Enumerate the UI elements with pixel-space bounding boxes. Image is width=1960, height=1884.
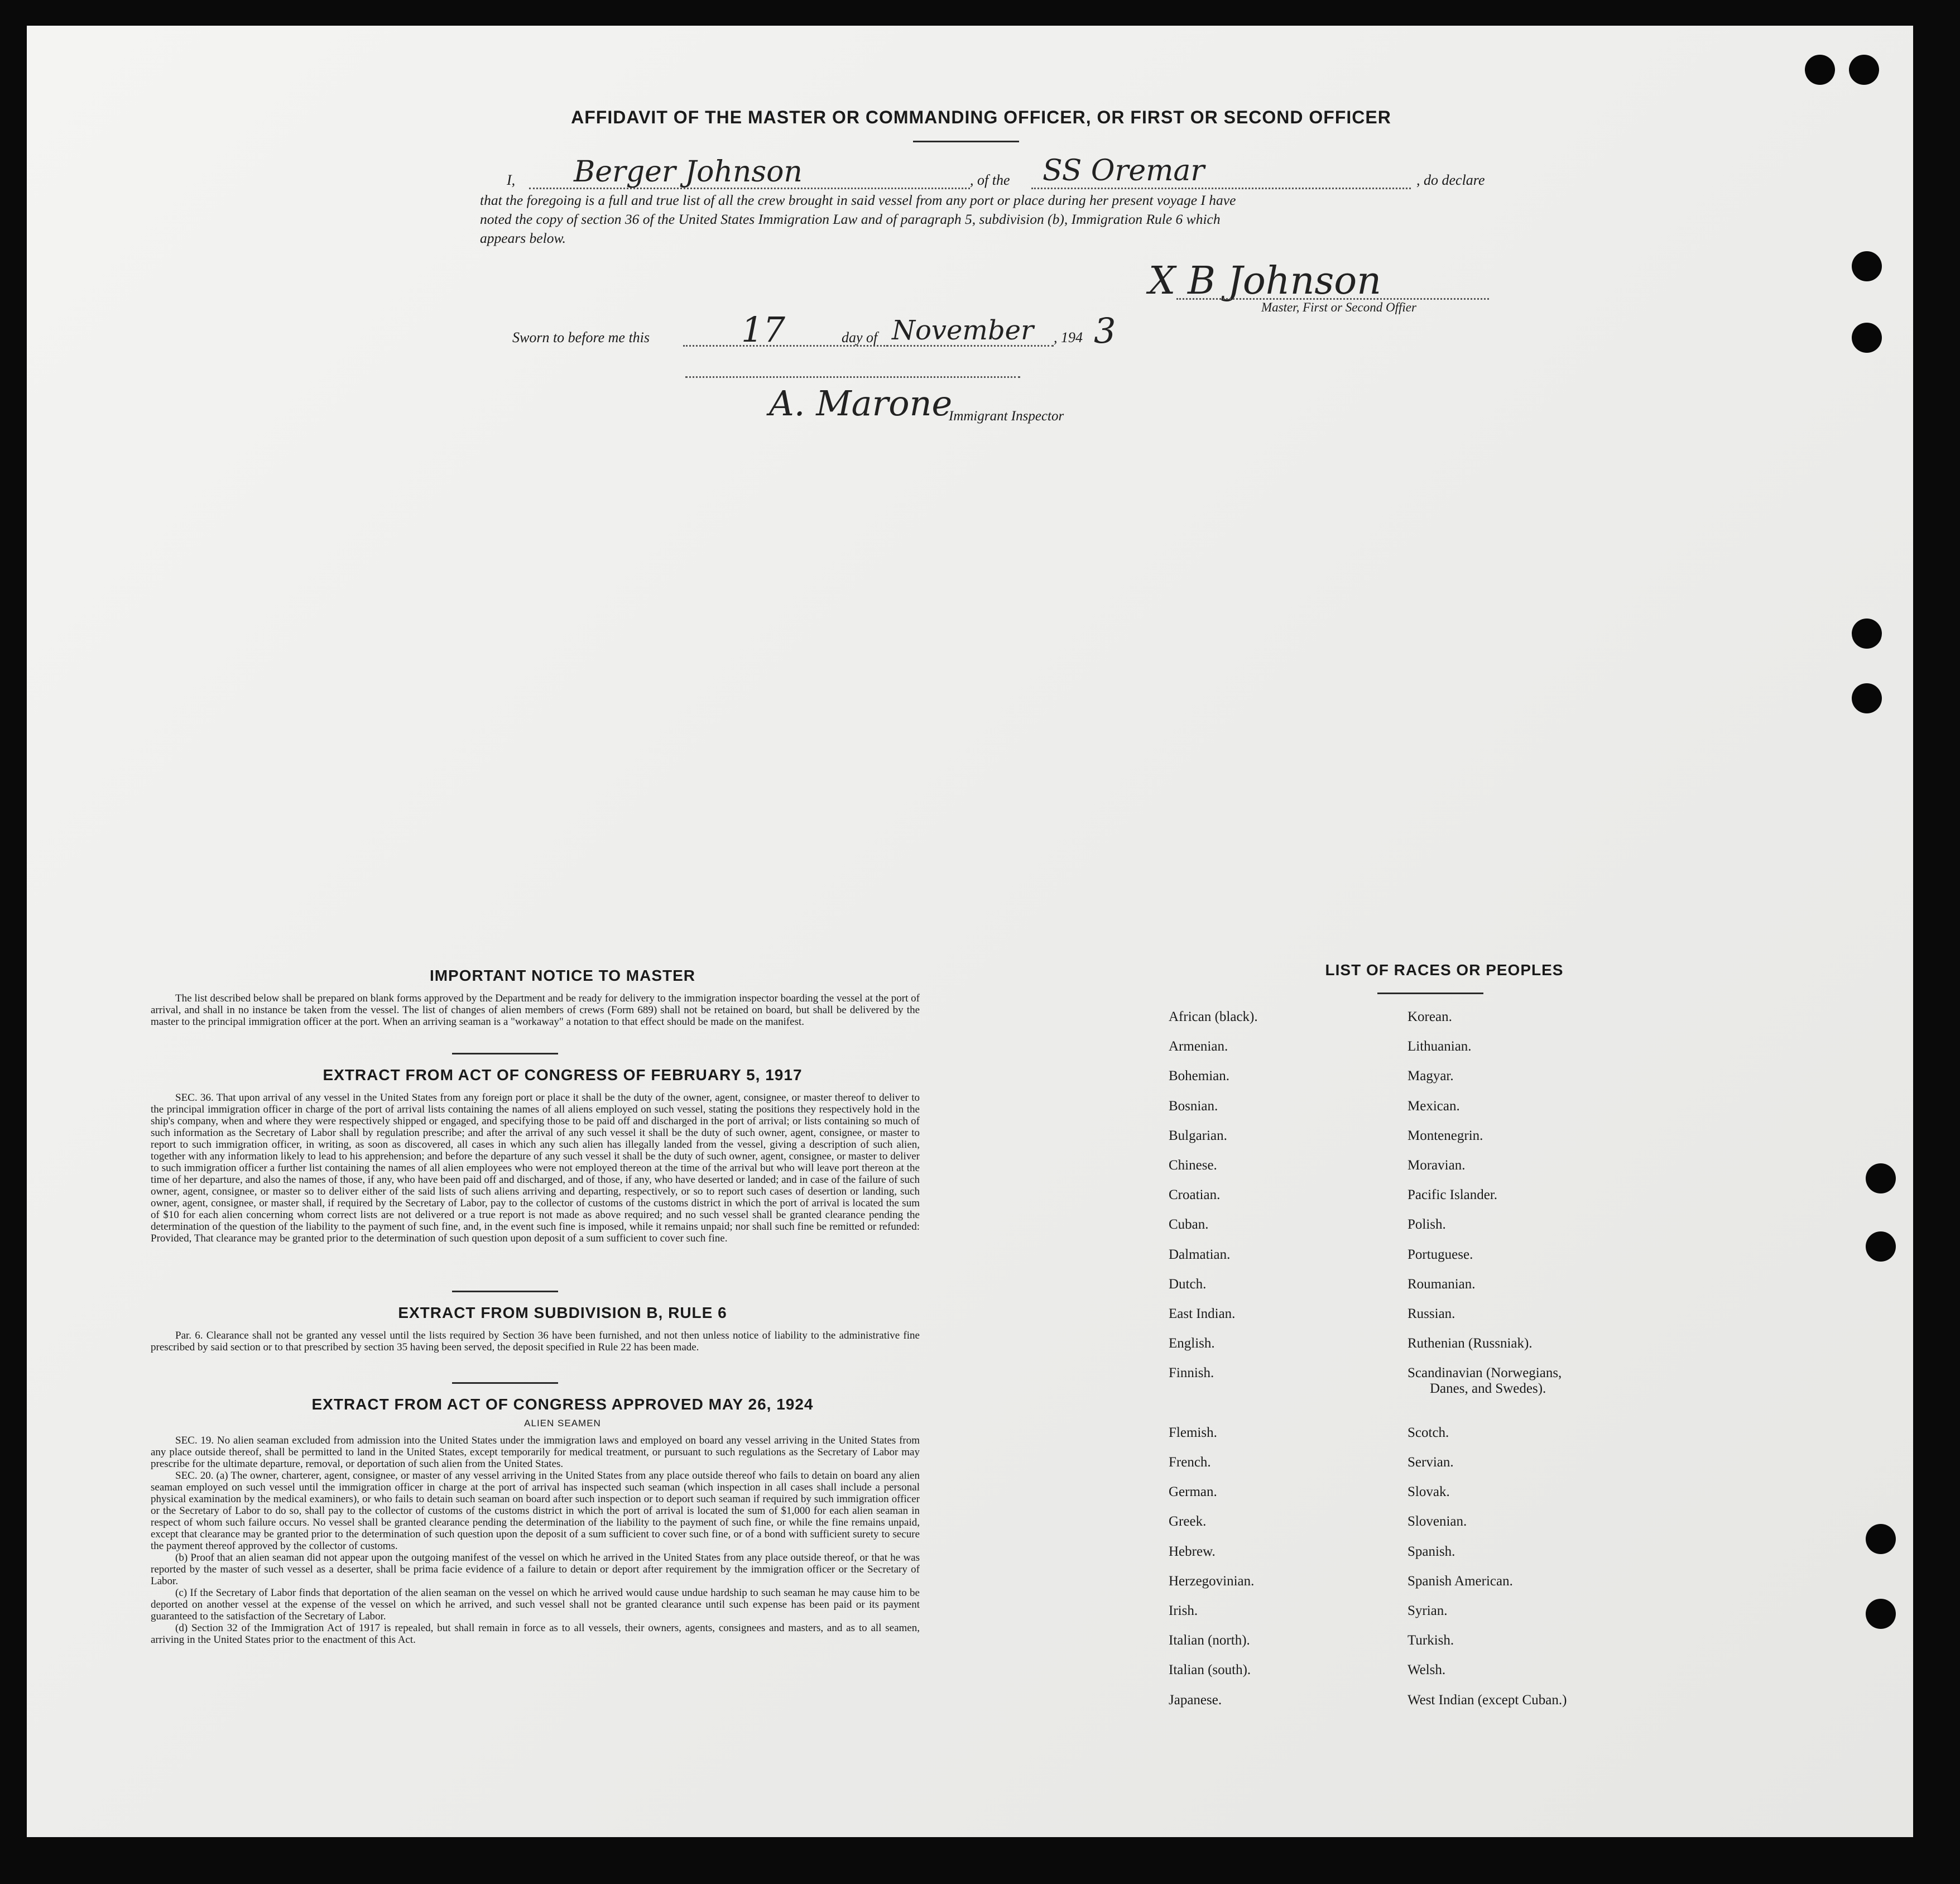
race-item: Italian (south). bbox=[1169, 1662, 1251, 1678]
race-item: Bohemian. bbox=[1169, 1068, 1230, 1084]
punch-hole bbox=[1849, 55, 1879, 85]
race-item: Bulgarian. bbox=[1169, 1128, 1227, 1143]
race-item: Japanese. bbox=[1169, 1692, 1222, 1708]
race-item: Dalmatian. bbox=[1169, 1247, 1231, 1262]
sworn-day-handwritten: 17 bbox=[741, 309, 785, 350]
race-item: German. bbox=[1169, 1484, 1217, 1500]
sec-20c-paragraph: (c) If the Secretary of Labor finds that deportation of the alien seaman on the vessel on which he arrived would cause undue hardship to such seaman he may cause him to be deported on another vessel at the expense of the vessel on which he arrived, and such vessel shall not be granted clearance until such expense has been paid or its payment guaranteed to the satisfaction of the Secretary of Labor. bbox=[151, 1587, 920, 1622]
race-item: Turkish. bbox=[1407, 1633, 1454, 1648]
race-item: Lithuanian. bbox=[1407, 1039, 1472, 1054]
rule6-title: EXTRACT FROM SUBDIVISION B, RULE 6 bbox=[398, 1304, 727, 1321]
sec-20b-paragraph: (b) Proof that an alien seaman did not appear upon the outgoing manifest of the vessel on which he arrived in the United States from any place outside thereof, or that he was reported by the master of such vessel as a deserter, shall be prima facie evidence of a failure to detain or deport after requirement by the immigration officer or the Secretary of Labor. bbox=[151, 1552, 920, 1587]
sec-20a-paragraph: SEC. 20. (a) The owner, charterer, agent, consignee, or master of any vessel arriving in the United States from any place outside thereof who fails to detain on board any alien seaman employed on such vessel until the immigration officer in charge at the port of arrival has inspected such seaman (which inspection in all cases shall include a personal physical examination by the medical examiners), or who fails to detain such seaman on board after such inspection or to deport such seaman if required by such immigration officer or the Secretary of Labor to do so, shall pay to the collector of customs of the customs district in which the port of arrival is located the sum of $1,000 for each alien seaman in respect of whom such failure occurs. No vessel shall be granted clearance pending the determination of the liability to the payment of such fine, or while the fine remains unpaid, except that clearance may be granted prior to the determination of such question upon the deposit of a sum sufficient to cover such fine, or of a bond with sufficient surety to secure the payment thereof approved by the collector of customs. bbox=[151, 1470, 920, 1552]
signature-caption: Master, First or Second Offier bbox=[1261, 300, 1416, 314]
punch-hole bbox=[1866, 1524, 1896, 1554]
extract-1917-title: EXTRACT FROM ACT OF CONGRESS OF FEBRUARY 5, 1917 bbox=[323, 1066, 803, 1084]
punch-hole bbox=[1852, 251, 1882, 281]
title-rule bbox=[913, 141, 1019, 142]
punch-hole bbox=[1866, 1599, 1896, 1629]
race-item: Cuban. bbox=[1169, 1217, 1209, 1233]
race-item: African (black). bbox=[1169, 1009, 1258, 1024]
rule6-text bbox=[151, 1330, 920, 1353]
sworn-label: Sworn to before me this bbox=[512, 329, 650, 346]
section-36-paragraph: SEC. 36. That upon arrival of any vessel in the United States from any foreign port or place it shall be the duty of the owner, agent, consignee, or master thereof to deliver to the principal immigration officer in charge of the port of arrival lists containing the names of all aliens employed on such vessel, stating the positions they respectively hold in the ship's company, when and where they were respectively shipped or engaged, and specifying those to be paid off and discharged in the port of arrival; or lists containing so much of such information as the Secretary of Labor shall by regulation prescribe; and after the arrival of any such vessel it shall be the duty of such owner, agent, consignee, or master to report to such immigration officer, in writing, as soon as discovered, all cases in which any such alien has illegally landed from the vessel, giving a description of such alien, together with any information likely to lead to his apprehension; and before the departure of any such vessel it shall be the duty of such owner, agent, consignee, or master to deliver to such immigration officer a further list containing the names of all alien employees who were not employed thereon at the time of the arrival but who will leave port thereon at the time of her departure, and also the names of those, if any, who have been paid off and discharged, and of those, if any, who have deserted or landed; and in case of the failure of such owner, agent, consignee, or master so to deliver either of the said lists of such aliens arriving and departing, respectively, or so to report such cases of desertion or landing, such owner, agent, consignee, or master shall, if required by the Secretary of Labor, pay to the collector of customs of the customs district in which the port of arrival is located the sum of $10 for each alien concerning whom correct lists are not delivered or a true report is not made as above required; and no such vessel shall be granted clearance pending the determination of the question of the liability to the payment of such fine, and, in the event such fine is imposed, while it remains unpaid; nor shall such fine be remitted or refunded: Provided, That clearance may be granted prior to the determination of such question upon deposit of a sum sufficient to cover such fine. bbox=[151, 1092, 920, 1244]
race-item: Korean. bbox=[1407, 1009, 1452, 1024]
race-item: Chinese. bbox=[1169, 1158, 1217, 1173]
inspector-line bbox=[685, 376, 1020, 378]
race-item: Flemish. bbox=[1169, 1425, 1217, 1440]
affidavit-body-line3: appears below. bbox=[480, 230, 566, 246]
sec-20d-paragraph: (d) Section 32 of the Immigration Act of 1917 is repealed, but shall remain in force as to all vessels, their owners, agents, consignees and masters, and as to all seamen, arriving in the United States prior to the enactment of this Act. bbox=[151, 1622, 920, 1646]
race-item: Mexican. bbox=[1407, 1098, 1460, 1114]
affidavit-title: AFFIDAVIT OF THE MASTER OR COMMANDING OFFICER, OR FIRST OR SECOND OFFICER bbox=[571, 107, 1391, 127]
notice-text bbox=[151, 993, 920, 1028]
punch-hole bbox=[1852, 619, 1882, 649]
race-item: Servian. bbox=[1407, 1455, 1454, 1470]
races-title: LIST OF RACES OR PEOPLES bbox=[1325, 961, 1564, 979]
race-item: Roumanian. bbox=[1407, 1276, 1476, 1292]
sworn-month-handwritten: November bbox=[892, 315, 1034, 346]
of-the-label: , of the bbox=[970, 172, 1010, 188]
section-rule bbox=[452, 1382, 558, 1384]
extract-1924-subtitle: ALIEN SEAMEN bbox=[524, 1418, 601, 1428]
race-item: Herzegovinian. bbox=[1169, 1573, 1255, 1589]
race-item: Portuguese. bbox=[1407, 1247, 1473, 1262]
race-item: Montenegrin. bbox=[1407, 1128, 1483, 1143]
extract-1924-text bbox=[151, 1435, 920, 1646]
vessel-line bbox=[1031, 188, 1411, 189]
master-name-handwritten: Berger Johnson bbox=[574, 155, 803, 189]
race-item: Spanish American. bbox=[1407, 1573, 1513, 1589]
race-item: Syrian. bbox=[1407, 1603, 1448, 1618]
race-item: Ruthenian (Russniak). bbox=[1407, 1336, 1533, 1351]
day-of-label: day of bbox=[842, 329, 878, 346]
punch-hole bbox=[1852, 323, 1882, 353]
race-item: Croatian. bbox=[1169, 1187, 1221, 1203]
race-item: Finnish. bbox=[1169, 1365, 1214, 1381]
race-item: Dutch. bbox=[1169, 1276, 1207, 1292]
race-item: Polish. bbox=[1407, 1217, 1446, 1233]
punch-hole bbox=[1866, 1231, 1896, 1262]
signature-line bbox=[1176, 298, 1489, 300]
race-item: Scotch. bbox=[1407, 1425, 1449, 1440]
i-label: I, bbox=[507, 172, 516, 188]
vessel-name-handwritten: SS Oremar bbox=[1043, 154, 1205, 188]
inspector-caption: Immigrant Inspector bbox=[949, 409, 1064, 424]
notice-title: IMPORTANT NOTICE TO MASTER bbox=[429, 967, 696, 984]
document-page bbox=[27, 26, 1913, 1837]
affidavit-body-line2: noted the copy of section 36 of the United States Immigration Law and of paragraph 5, subdivision (b), Immigration Rule 6 which bbox=[480, 211, 1221, 227]
race-item: Bosnian. bbox=[1169, 1098, 1218, 1114]
punch-hole bbox=[1805, 55, 1835, 85]
race-item: Danes, and Swedes). bbox=[1430, 1381, 1546, 1397]
inspector-signature: A. Marone bbox=[769, 383, 953, 424]
race-item: Slovak. bbox=[1407, 1484, 1450, 1500]
race-item: Slovenian. bbox=[1407, 1514, 1467, 1530]
race-item: Hebrew. bbox=[1169, 1543, 1216, 1559]
notice-paragraph: The list described below shall be prepared on blank forms approved by the Department and be ready for delivery to the immigration inspector boarding the vessel at the port of arrival, and shall in no instance be taken from the vessel. The list of changes of alien members of crews (Form 689) shall not be retained on board, but shall be delivered by the master to the principal immigration officer at the port. When an arriving seaman is a "workaway" a notation to that effect should be made on the manifest. bbox=[151, 993, 920, 1028]
section-rule bbox=[452, 1291, 558, 1292]
race-item: Russian. bbox=[1407, 1306, 1455, 1321]
race-item: Irish. bbox=[1169, 1603, 1198, 1618]
race-item: Spanish. bbox=[1407, 1543, 1455, 1559]
sec-19-paragraph: SEC. 19. No alien seaman excluded from admission into the United States under the immigration laws and employed on board any vessel arriving in the United States from any place outside thereof, shall be permitted to land in the United States, except temporarily for medical treatment, or pursuant to such regulations as the Secretary of Labor may prescribe for the ultimate departure, removal, or deportation of such alien from the United States. bbox=[151, 1435, 920, 1470]
race-item: Italian (north). bbox=[1169, 1633, 1250, 1648]
do-declare-label: , do declare bbox=[1416, 172, 1485, 188]
punch-hole bbox=[1866, 1163, 1896, 1193]
race-item: Magyar. bbox=[1407, 1068, 1454, 1084]
punch-hole bbox=[1852, 683, 1882, 713]
rule6-paragraph: Par. 6. Clearance shall not be granted any vessel until the lists required by Section 36 have been furnished, and not then unless notice of liability to the administrative fine prescribed by said section or to that prescribed by section 35 having been served, the deposit specified in Rule 22 has been made. bbox=[151, 1330, 920, 1353]
race-item: East Indian. bbox=[1169, 1306, 1236, 1321]
race-item: Pacific Islander. bbox=[1407, 1187, 1498, 1203]
race-item: Moravian. bbox=[1407, 1158, 1466, 1173]
races-title-rule bbox=[1377, 993, 1483, 994]
year-prefix: , 194 bbox=[1054, 329, 1083, 346]
year-handwritten: 3 bbox=[1094, 310, 1116, 351]
extract-1924-title: EXTRACT FROM ACT OF CONGRESS APPROVED MAY 26, 1924 bbox=[311, 1396, 814, 1413]
race-item: Armenian. bbox=[1169, 1039, 1228, 1054]
race-item: English. bbox=[1169, 1336, 1215, 1351]
section-rule bbox=[452, 1053, 558, 1054]
affidavit-body-line1: that the foregoing is a full and true list of all the crew brought in said vessel from any port or place during her present voyage I have bbox=[480, 192, 1236, 208]
race-item: West Indian (except Cuban.) bbox=[1407, 1692, 1567, 1708]
race-item: Greek. bbox=[1169, 1514, 1207, 1530]
master-signature: X B Johnson bbox=[1149, 259, 1382, 303]
race-item: French. bbox=[1169, 1455, 1211, 1470]
race-item: Welsh. bbox=[1407, 1662, 1446, 1678]
extract-1917-text bbox=[151, 1092, 920, 1244]
race-item: Scandinavian (Norwegians, bbox=[1407, 1365, 1562, 1381]
